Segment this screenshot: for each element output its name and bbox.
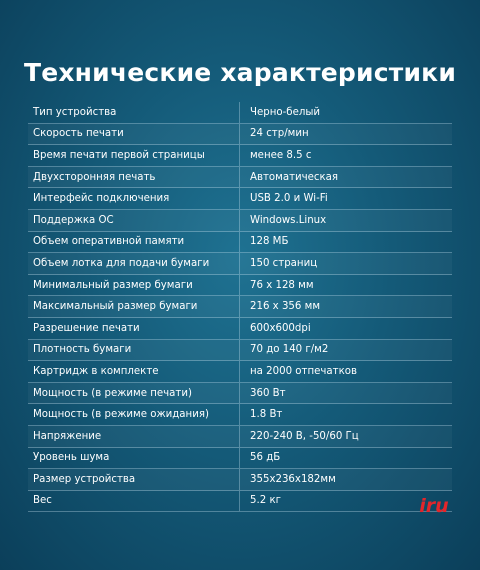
spec-value: USB 2.0 и Wi-Fi — [250, 193, 328, 205]
spec-label: Объем оперативной памяти — [33, 236, 185, 248]
spec-label: Объем лотка для подачи бумаги — [33, 257, 210, 269]
spec-row — [28, 469, 452, 491]
spec-row — [28, 167, 452, 189]
spec-value: Windows.Linux — [250, 214, 327, 226]
spec-row — [28, 253, 452, 275]
spec-table — [28, 102, 452, 512]
spec-label: Тип устройства — [33, 106, 117, 118]
spec-label: Мощность (в режиме ожидания) — [33, 409, 209, 421]
logo-text: iru — [419, 495, 449, 517]
spec-label: Минимальный размер бумаги — [33, 279, 193, 291]
spec-label: Интерфейс подключения — [33, 193, 170, 205]
spec-label: Скорость печати — [33, 128, 124, 140]
spec-value: 128 МБ — [250, 236, 289, 248]
spec-value: 150 страниц — [250, 257, 318, 269]
spec-label: Вес — [33, 495, 52, 507]
spec-value: 360 Вт — [250, 387, 286, 399]
spec-row — [28, 296, 452, 318]
spec-row — [28, 383, 452, 405]
spec-label: Двухсторонняя печать — [33, 171, 156, 183]
spec-row — [28, 426, 452, 448]
spec-label: Размер устройства — [33, 473, 136, 485]
spec-row — [28, 491, 452, 513]
spec-value: 355х236х182мм — [250, 473, 336, 485]
spec-label: Поддержка ОС — [33, 214, 114, 226]
spec-label: Плотность бумаги — [33, 344, 132, 356]
spec-row — [28, 102, 452, 124]
spec-row — [28, 404, 452, 426]
spec-value: 1.8 Вт — [250, 409, 283, 421]
spec-row — [28, 188, 452, 210]
spec-value: 600x600dpi — [250, 322, 311, 334]
spec-value: менее 8.5 с — [250, 149, 312, 161]
spec-label: Напряжение — [33, 430, 102, 442]
spec-value: 216 x 356 мм — [250, 301, 321, 313]
spec-row — [28, 232, 452, 254]
spec-row — [28, 145, 452, 167]
spec-row — [28, 448, 452, 470]
spec-value: 70 до 140 г/м2 — [250, 344, 329, 356]
spec-value: 24 стр/мин — [250, 128, 309, 140]
spec-value: на 2000 отпечатков — [250, 365, 357, 377]
spec-value: 76 x 128 мм — [250, 279, 314, 291]
spec-row — [28, 318, 452, 340]
spec-label: Время печати первой страницы — [33, 149, 205, 161]
spec-label: Мощность (в режиме печати) — [33, 387, 192, 399]
spec-value: Автоматическая — [250, 171, 339, 183]
spec-row — [28, 361, 452, 383]
spec-value: 5.2 кг — [250, 495, 281, 507]
spec-label: Максимальный размер бумаги — [33, 301, 198, 313]
spec-value: 56 дБ — [250, 452, 281, 464]
spec-label: Уровень шума — [33, 452, 110, 464]
iru-logo — [414, 492, 454, 518]
spec-label: Картридж в комплекте — [33, 365, 159, 377]
page-title: Технические характеристики — [23, 58, 457, 87]
spec-row — [28, 210, 452, 232]
spec-row — [28, 340, 452, 362]
spec-value: Черно-белый — [250, 106, 321, 118]
spec-value: 220-240 В, -50/60 Гц — [250, 430, 359, 442]
spec-row — [28, 124, 452, 146]
spec-label: Разрешение печати — [33, 322, 140, 334]
spec-row — [28, 275, 452, 297]
